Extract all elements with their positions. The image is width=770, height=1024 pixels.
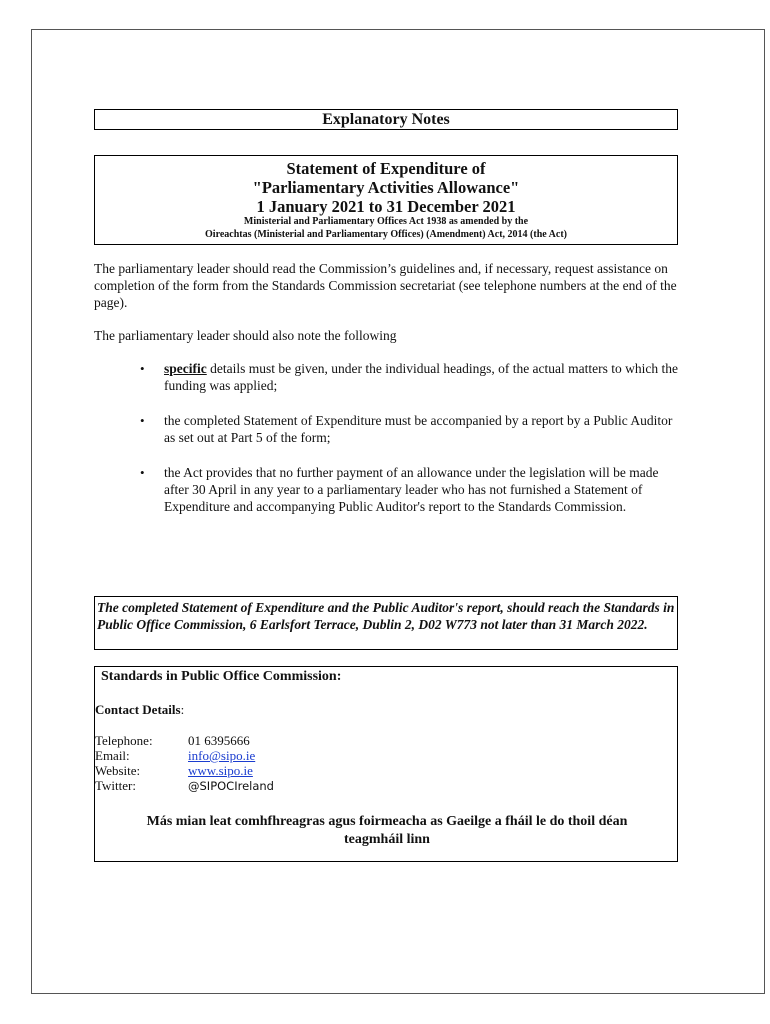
notes-bullet-list — [94, 360, 684, 515]
bullet-text: details must be given, under the individual headings, of the actual matters to which the funding was applied; — [164, 361, 679, 393]
deadline-notice-box: The completed Statement of Expenditure and the Public Auditor's report, should reach the Standards in Public Office Commission, 6 Earlsfort Terrace, Dublin 2, D02 W773 not later than 31 March 2022. — [94, 596, 678, 650]
document-page — [31, 29, 765, 994]
twitter-row — [95, 778, 274, 794]
telephone-label: Telephone: — [95, 733, 153, 748]
statement-legal-line-1: Ministerial and Parliamentary Offices Act 1938 as amended by the — [243, 216, 529, 227]
statement-title-line-3: 1 January 2021 to 31 December 2021 — [256, 197, 516, 216]
statement-header-box — [94, 155, 678, 245]
bullet-icon: • — [140, 361, 145, 376]
statement-legal-line-2: Oireachtas (Ministerial and Parliamentary Offices) (Amendment) Act, 2014 (the Act) — [205, 228, 567, 240]
bullet-item-payment-deadline — [94, 464, 684, 515]
bullet-item-specific — [94, 360, 684, 394]
website-label: Website: — [95, 763, 141, 778]
statement-title-line-2: "Parliamentary Activities Allowance" — [252, 178, 520, 197]
telephone-row — [95, 733, 250, 748]
bullet-emphasis: specific — [164, 361, 207, 376]
contact-box — [94, 666, 678, 862]
note-following-paragraph: The parliamentary leader should also note the following — [94, 328, 397, 343]
website-link[interactable]: www.sipo.ie — [188, 763, 253, 778]
email-label: Email: — [95, 748, 130, 763]
email-row — [95, 748, 255, 763]
contact-details-label: Contact Details: — [95, 702, 185, 717]
twitter-label: Twitter: — [95, 778, 136, 793]
statement-title-line-1: Statement of Expenditure of — [286, 159, 486, 178]
irish-language-note: Más mian leat comhfhreagras agus foirmeacha as Gaeilge a fháil le do thoil déan teagmháil linn — [146, 814, 628, 847]
bullet-item-auditor-report — [94, 412, 684, 446]
explanatory-notes-title: Explanatory Notes — [94, 109, 678, 130]
email-link[interactable]: info@sipo.ie — [188, 748, 256, 763]
bullet-icon: • — [140, 413, 145, 428]
intro-paragraph: The parliamentary leader should read the Commission’s guidelines and, if necessary, request assistance on completion of the form from the Standards Commission secretariat (see telephone numbers at the end of the page). — [94, 261, 677, 310]
telephone-value: 01 6395666 — [188, 733, 250, 748]
website-row — [95, 763, 253, 778]
bullet-text: the completed Statement of Expenditure must be accompanied by a report by a Public Auditor as set out at Part 5 of the form; — [164, 413, 673, 445]
twitter-handle: @SIPOCIreland — [188, 779, 274, 793]
bullet-icon: • — [140, 465, 145, 480]
bullet-text: the Act provides that no further payment of an allowance under the legislation will be made after 30 April in any year to a parliamentary leader who has not furnished a Statement of Expenditure and accompanying Public Auditor's report to the Standards Commission. — [164, 465, 659, 514]
commission-heading: Standards in Public Office Commission: — [101, 669, 342, 684]
